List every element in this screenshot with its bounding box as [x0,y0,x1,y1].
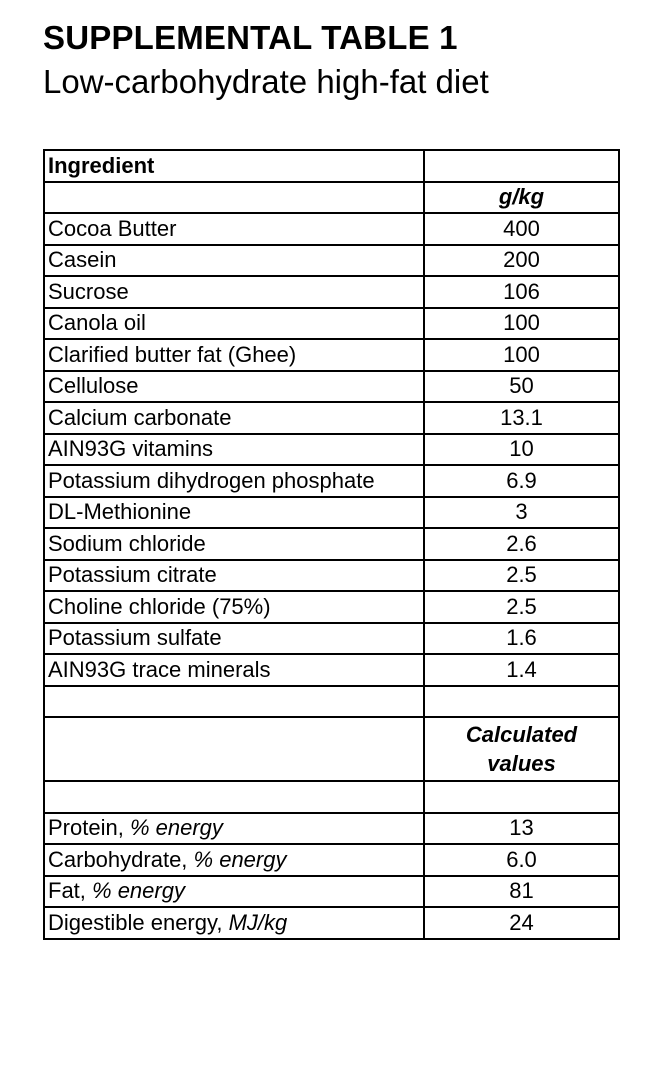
ingredient-name: AIN93G trace minerals [44,654,424,686]
ingredient-row [44,591,619,623]
ingredient-amount: 200 [424,245,619,277]
spacer-row [44,686,619,718]
calculated-name: Protein, [48,815,130,841]
empty-cell [424,781,619,813]
unit-row [44,182,619,214]
ingredient-row [44,497,619,529]
calculated-values-line1: Calculated [465,722,578,747]
calculated-value: 81 [424,876,619,908]
calculated-label [44,813,424,845]
ingredient-amount: 106 [424,276,619,308]
ingredient-name: Potassium citrate [44,560,424,592]
ingredient-amount: 10 [424,434,619,466]
calculated-value: 24 [424,907,619,939]
calculated-value: 13 [424,813,619,845]
ingredient-row [44,276,619,308]
calculated-row [44,844,619,876]
ingredient-name: Cellulose [44,371,424,403]
ingredient-row [44,308,619,340]
calculated-value: 6.0 [424,844,619,876]
ingredient-name: Potassium sulfate [44,623,424,655]
empty-cell [44,781,424,813]
ingredient-row [44,654,619,686]
ingredient-row [44,528,619,560]
ingredient-name: DL-Methionine [44,497,424,529]
ingredient-amount: 2.5 [424,591,619,623]
calculated-row [44,876,619,908]
ingredient-amount: 1.6 [424,623,619,655]
calculated-label [44,844,424,876]
ingredient-row [44,371,619,403]
empty-cell [44,717,424,781]
ingredient-name: Sucrose [44,276,424,308]
calculated-row [44,813,619,845]
ingredient-row [44,245,619,277]
ingredient-name: Potassium dihydrogen phosphate [44,465,424,497]
ingredient-amount: 100 [424,308,619,340]
empty-cell [44,686,424,718]
ingredient-amount: 2.5 [424,560,619,592]
ingredient-name: Canola oil [44,308,424,340]
calculated-name: Carbohydrate, [48,846,194,872]
ingredient-name: Cocoa Butter [44,213,424,245]
calculated-values-header [424,717,619,781]
calculated-unit: % energy [129,815,223,841]
ingredient-row [44,434,619,466]
calculated-row [44,907,619,939]
ingredient-row [44,465,619,497]
ingredient-amount: 6.9 [424,465,619,497]
unit-row-empty-cell [44,182,424,214]
ingredient-row [44,213,619,245]
empty-cell [424,686,619,718]
spacer-row [44,781,619,813]
calculated-unit: % energy [193,846,287,872]
ingredient-amount: 1.4 [424,654,619,686]
ingredient-name: Calcium carbonate [44,402,424,434]
calculated-values-header-row [44,717,619,781]
ingredient-amount: 13.1 [424,402,619,434]
calculated-unit: % energy [92,878,185,904]
header-empty-cell [424,150,619,182]
ingredient-name: Clarified butter fat (Ghee) [44,339,424,371]
ingredient-amount: 400 [424,213,619,245]
calculated-name: Fat, [48,878,93,904]
ingredient-name: Casein [44,245,424,277]
calculated-values-line2: values [487,751,556,776]
calculated-label [44,907,424,939]
calculated-name: Digestible energy, [48,909,229,935]
unit-header: g/kg [424,182,619,214]
ingredient-row [44,623,619,655]
table-subtitle: Low-carbohydrate high-fat diet [43,63,489,100]
table-title: SUPPLEMENTAL TABLE 1 [43,19,458,56]
calculated-unit: MJ/kg [228,909,288,935]
ingredient-amount: 100 [424,339,619,371]
header-row [44,150,619,182]
calculated-label [44,876,424,908]
ingredient-row [44,339,619,371]
ingredient-row [44,560,619,592]
ingredient-name: Choline chloride (75%) [44,591,424,623]
ingredient-amount: 3 [424,497,619,529]
ingredient-amount: 2.6 [424,528,619,560]
ingredient-row [44,402,619,434]
diet-composition-table [43,149,620,940]
ingredient-amount: 50 [424,371,619,403]
ingredient-column-header: Ingredient [44,150,424,182]
ingredient-name: AIN93G vitamins [44,434,424,466]
ingredient-name: Sodium chloride [44,528,424,560]
